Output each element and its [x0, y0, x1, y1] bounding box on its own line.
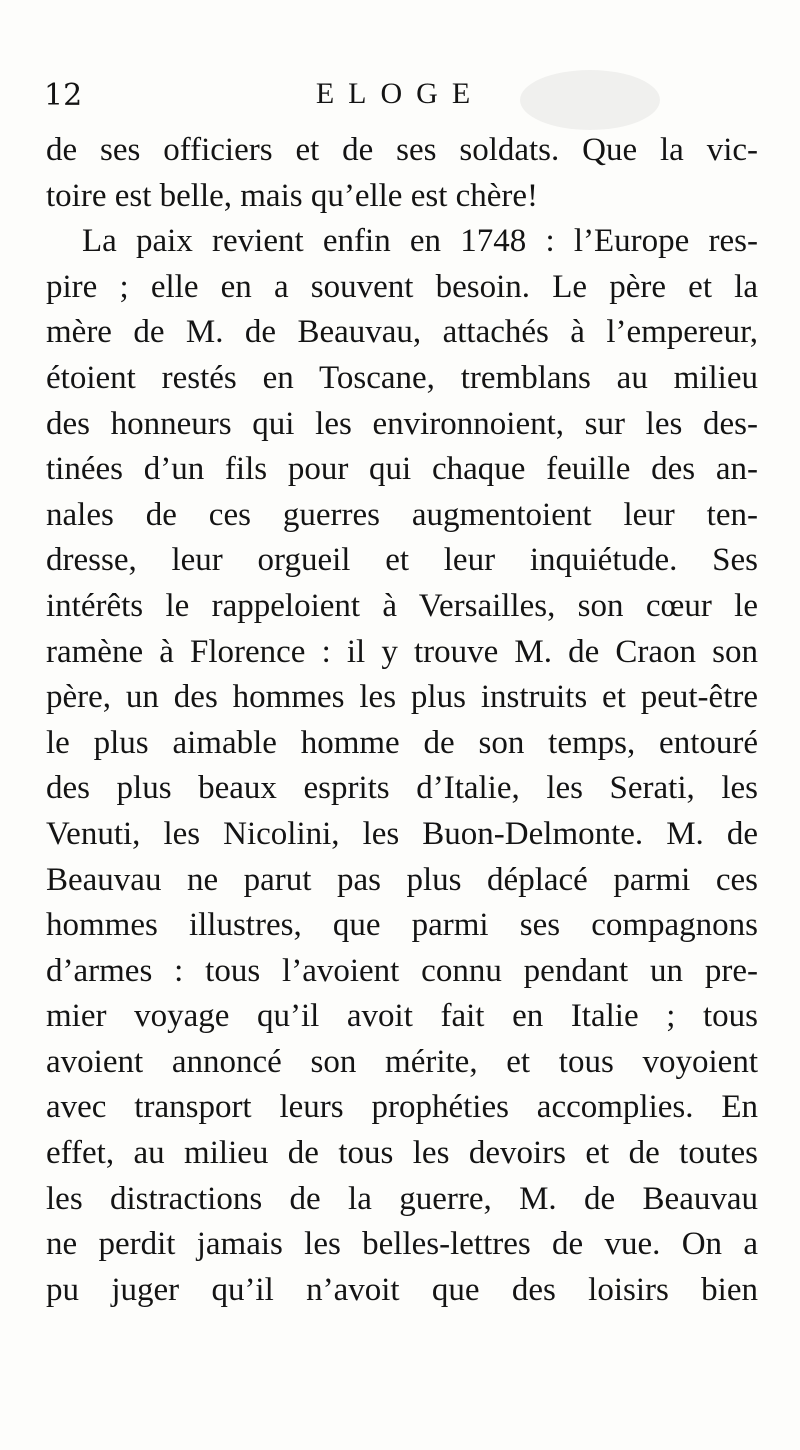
text-line: toire est belle, mais qu’elle est chère!: [46, 177, 539, 214]
text-line: d’armes : tous l’avoient connu pendant un pre-: [46, 952, 758, 989]
text-line: tinées d’un fils pour qui chaque feuille des an-: [46, 451, 758, 488]
text-line: avoient annoncé son mérite, et tous voyoient: [46, 1043, 758, 1080]
text-line: père, un des hommes les plus instruits et peut-être: [46, 679, 758, 716]
text-line: dresse, leur orgueil et leur inquiétude. Ses: [46, 542, 758, 579]
text-line: des plus beaux esprits d’Italie, les Serati, les: [46, 770, 758, 807]
text-line: de ses officiers et de ses soldats. Que la vic-: [46, 132, 758, 168]
text-line: hommes illustres, que parmi ses compagnons: [46, 907, 758, 944]
text-line: ramène à Florence : il y trouve M. de Craon son: [46, 633, 758, 670]
text-line: étoient restés en Toscane, tremblans au milieu: [46, 359, 758, 396]
text-line: nales de ces guerres augmentoient leur ten-: [46, 496, 758, 533]
text-line: avec transport leurs prophéties accomplies. En: [46, 1089, 758, 1126]
text-line: le plus aimable homme de son temps, entouré: [46, 724, 758, 761]
page-header: [44, 74, 756, 118]
text-line: effet, au milieu de tous les devoirs et de toutes: [46, 1135, 758, 1172]
text-line: ne perdit jamais les belles-lettres de vue. On a: [46, 1226, 758, 1263]
text-line: les distractions de la guerre, M. de Beauvau: [46, 1180, 758, 1217]
text-line: Beauvau ne parut pas plus déplacé parmi ces: [46, 861, 758, 898]
page-number: 12: [44, 78, 83, 113]
text-line: intérêts le rappeloient à Versailles, son cœur le: [46, 587, 758, 624]
text-line: Venuti, les Nicolini, les Buon-Delmonte. M. de: [46, 815, 758, 852]
text-line: mère de M. de Beauvau, attachés à l’empereur,: [46, 314, 758, 351]
running-head: ELOGE: [315, 77, 485, 110]
text-line: mier voyage qu’il avoit fait en Italie ; tous: [46, 998, 758, 1035]
text-line: La paix revient enfin en 1748 : l’Europe res-: [82, 223, 758, 260]
text-line: pu juger qu’il n’avoit que des loisirs bien: [46, 1271, 758, 1308]
body-text: [46, 128, 758, 1313]
text-line: pire ; elle en a souvent besoin. Le père et la: [46, 268, 758, 305]
text-line: des honneurs qui les environnoient, sur les des-: [46, 405, 758, 442]
